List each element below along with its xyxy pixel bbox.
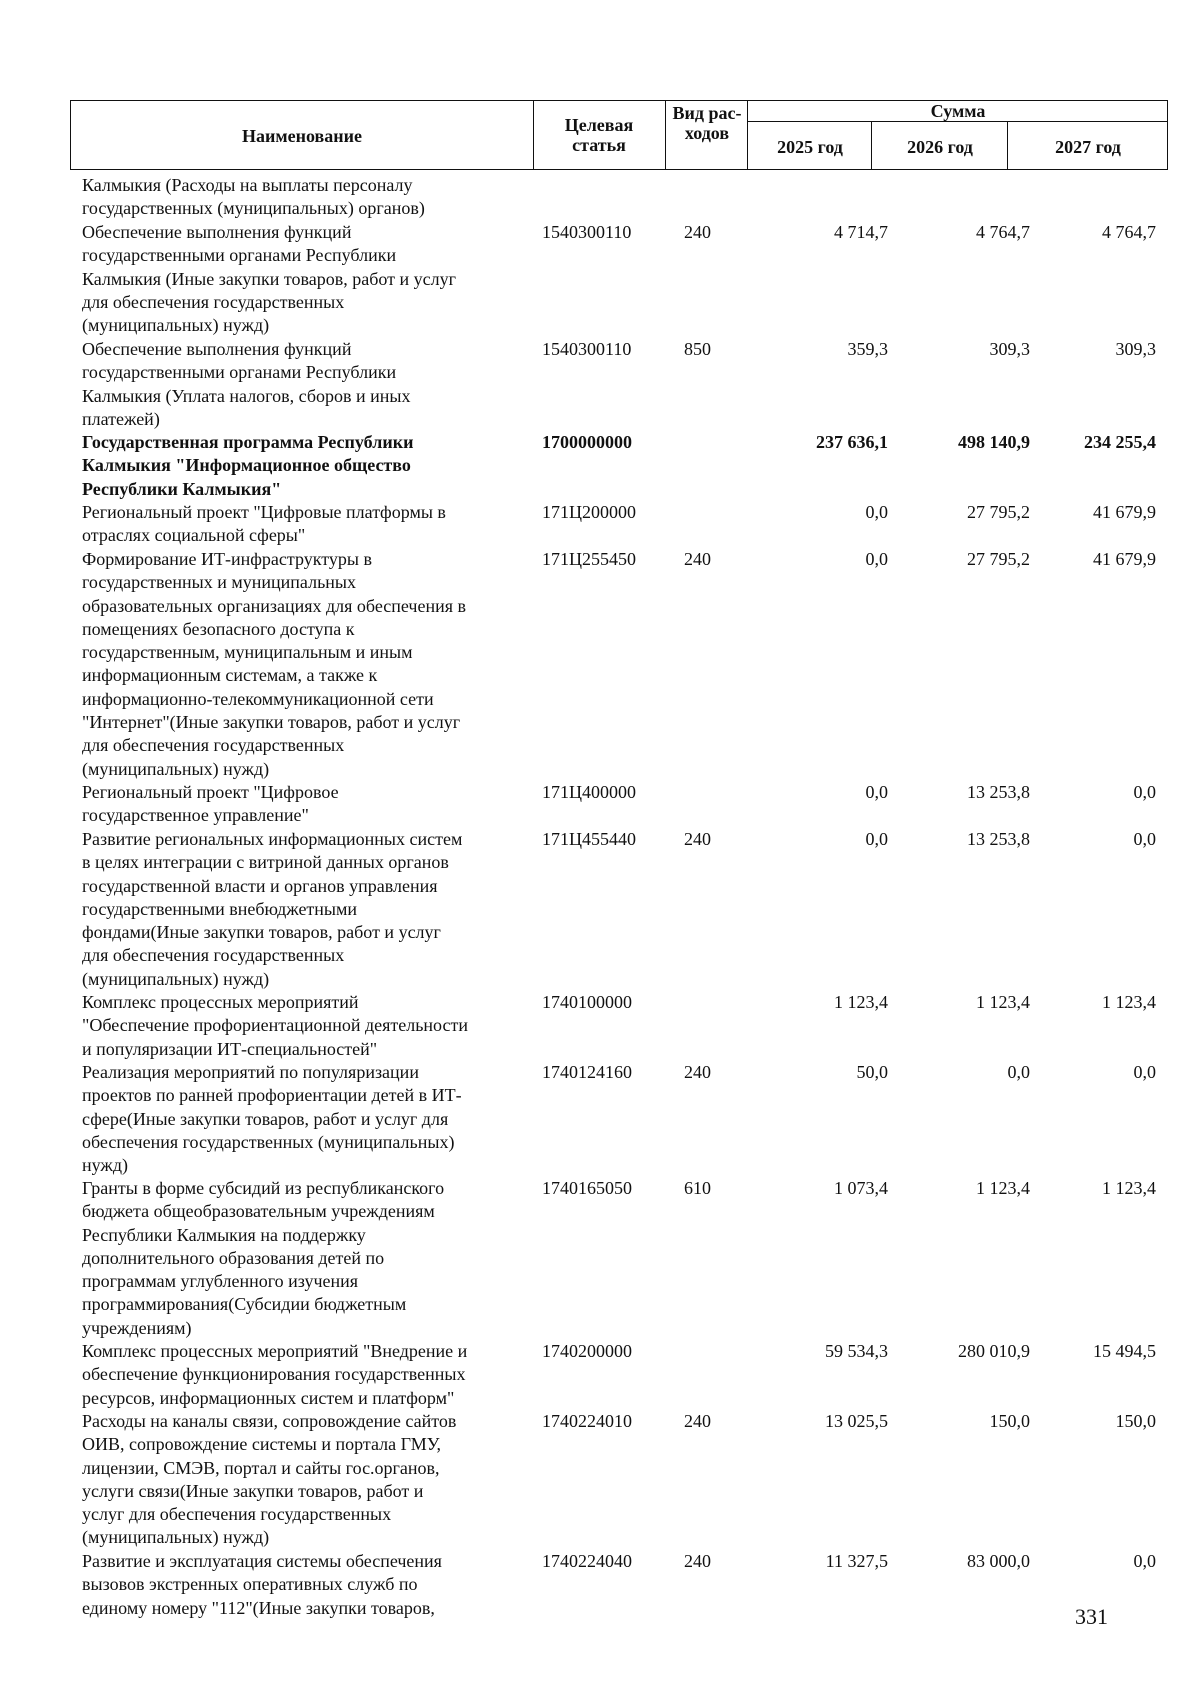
row-name: Государственная программа Республики Калмыкия "Информационное общество Республики Калмыкия" [82, 432, 414, 499]
row-value-2025: 50,0 [856, 1062, 888, 1082]
row-name: Региональный проект "Цифровые платформы в отраслях социальной сферы" [82, 502, 446, 546]
row-value-2027: 4 764,7 [1102, 222, 1156, 242]
row-name: Гранты в форме субсидий из республиканского бюджета общеобразовательным учреждениям Республики Калмыкия на поддержку дополнительного образования детей по программам углубленного изучения программирования(Субсидии бюджетным учреждениям) [82, 1178, 445, 1338]
row-value-2025: 0,0 [865, 549, 888, 569]
row-expense-kind: 240 [684, 222, 711, 242]
header-name: Наименование [242, 126, 362, 146]
row-value-2025: 1 123,4 [834, 992, 888, 1012]
row-expense-kind: 610 [684, 1178, 711, 1198]
row-value-2026: 0,0 [1007, 1062, 1030, 1082]
row-value-2026: 13 253,8 [967, 782, 1030, 802]
row-target-code: 1740224010 [542, 1411, 632, 1431]
row-value-2025: 0,0 [865, 829, 888, 849]
row-target-code: 171Ц455440 [542, 829, 636, 849]
row-target-code: 1740124160 [542, 1062, 632, 1082]
row-value-2026: 83 000,0 [967, 1551, 1030, 1571]
row-value-2027: 1 123,4 [1102, 992, 1156, 1012]
row-target-code: 171Ц400000 [542, 782, 636, 802]
page-number: 331 [1075, 1604, 1108, 1629]
row-value-2025: 13 025,5 [825, 1411, 888, 1431]
row-value-2026: 309,3 [989, 339, 1030, 359]
row-value-2025: 59 534,3 [825, 1341, 888, 1361]
row-value-2025: 0,0 [865, 502, 888, 522]
table-header [70, 100, 1168, 170]
row-value-2026: 150,0 [989, 1411, 1030, 1431]
row-name: Обеспечение выполнения функций государственными органами Республики Калмыкия (Уплата налогов, сборов и иных платежей) [82, 339, 411, 429]
row-target-code: 1700000000 [542, 432, 632, 452]
row-expense-kind: 240 [684, 549, 711, 569]
row-value-2027: 0,0 [1133, 1551, 1156, 1571]
header-sum: Сумма [930, 101, 986, 121]
row-target-code: 1740100000 [542, 992, 632, 1012]
row-target-code: 171Ц255450 [542, 549, 636, 569]
row-name: Региональный проект "Цифровое государственное управление" [82, 782, 339, 826]
row-name: Развитие региональных информационных систем в целях интеграции с витриной данных органов государственной власти и органов управления государственными внебюджетными фондами(Иные закупки товаров, работ и услуг для обеспечения государственных (муниципальных) нужд) [82, 829, 463, 989]
header-kind: Вид рас-ходов [672, 103, 742, 143]
row-name: Обеспечение выполнения функций государственными органами Республики Калмыкия (Иные закупки товаров, работ и услуг для обеспечения государственных (муниципальных) нужд) [82, 222, 456, 336]
row-name: Комплекс процессных мероприятий "Обеспечение профориентационной деятельности и популяризации ИТ-специальностей" [82, 992, 468, 1059]
row-value-2027: 234 255,4 [1084, 432, 1156, 452]
row-value-2025: 4 714,7 [834, 222, 888, 242]
row-target-code: 1540300110 [542, 222, 632, 242]
row-target-code: 1540300110 [542, 339, 632, 359]
row-value-2027: 150,0 [1115, 1411, 1156, 1431]
row-value-2025: 11 327,5 [825, 1551, 888, 1571]
row-target-code: 1740224040 [542, 1551, 632, 1571]
header-2025: 2025 год [777, 137, 843, 157]
row-value-2025: 237 636,1 [816, 432, 888, 452]
row-value-2027: 41 679,9 [1093, 502, 1156, 522]
row-value-2027: 0,0 [1133, 782, 1156, 802]
row-name: Комплекс процессных мероприятий "Внедрение и обеспечение функционирования государственных ресурсов, информационных систем и платформ" [82, 1341, 468, 1408]
row-target-code: 1740200000 [542, 1341, 632, 1361]
row-name: Развитие и эксплуатация системы обеспечения вызовов экстренных оперативных служб по единому номеру "112"(Иные закупки товаров, [82, 1551, 442, 1618]
row-value-2026: 1 123,4 [976, 1178, 1030, 1198]
header-2027: 2027 год [1055, 137, 1121, 157]
header-2026: 2026 год [907, 137, 973, 157]
row-value-2026: 1 123,4 [976, 992, 1030, 1012]
row-name: Реализация мероприятий по популяризации проектов по ранней профориентации детей в ИТ- сфере(Иные закупки товаров, работ и услуг для обеспечения государственных (муниципальных) нужд) [82, 1062, 462, 1176]
row-value-2027: 309,3 [1115, 339, 1156, 359]
row-expense-kind: 240 [684, 1551, 711, 1571]
row-name: Расходы на каналы связи, сопровождение сайтов ОИВ, сопровождение системы и портала ГМУ, лицензии, СМЭВ, портал и сайты гос.органов, услуги связи(Иные закупки товаров, работ и услуг для обеспечения государственных (муниципальных) нужд) [82, 1411, 457, 1548]
row-value-2026: 27 795,2 [967, 549, 1030, 569]
row-value-2026: 27 795,2 [967, 502, 1030, 522]
row-value-2025: 359,3 [847, 339, 888, 359]
row-value-2026: 4 764,7 [976, 222, 1030, 242]
row-value-2027: 0,0 [1133, 829, 1156, 849]
row-name: Калмыкия (Расходы на выплаты персоналу государственных (муниципальных) органов) [82, 175, 425, 219]
row-expense-kind: 850 [684, 339, 711, 359]
row-value-2027: 41 679,9 [1093, 549, 1156, 569]
header-target: Целевая статья [564, 115, 634, 155]
row-value-2027: 0,0 [1133, 1062, 1156, 1082]
row-expense-kind: 240 [684, 829, 711, 849]
row-value-2027: 15 494,5 [1093, 1341, 1156, 1361]
row-name: Формирование ИТ-инфраструктуры в государственных и муниципальных образовательных организациях для обеспечения в помещениях безопасного доступа к государственным, муниципальным и иным информационным системам, а также к информационно-телекоммуникационной сети "Интернет"(Иные закупки товаров, работ и услуг для обеспечения государственных (муниципальных) нужд) [82, 549, 467, 779]
row-expense-kind: 240 [684, 1062, 711, 1082]
row-target-code: 171Ц200000 [542, 502, 636, 522]
row-value-2027: 1 123,4 [1102, 1178, 1156, 1198]
row-target-code: 1740165050 [542, 1178, 632, 1198]
row-expense-kind: 240 [684, 1411, 711, 1431]
row-value-2025: 0,0 [865, 782, 888, 802]
row-value-2026: 13 253,8 [967, 829, 1030, 849]
row-value-2026: 498 140,9 [958, 432, 1030, 452]
row-value-2025: 1 073,4 [834, 1178, 888, 1198]
row-value-2026: 280 010,9 [958, 1341, 1030, 1361]
